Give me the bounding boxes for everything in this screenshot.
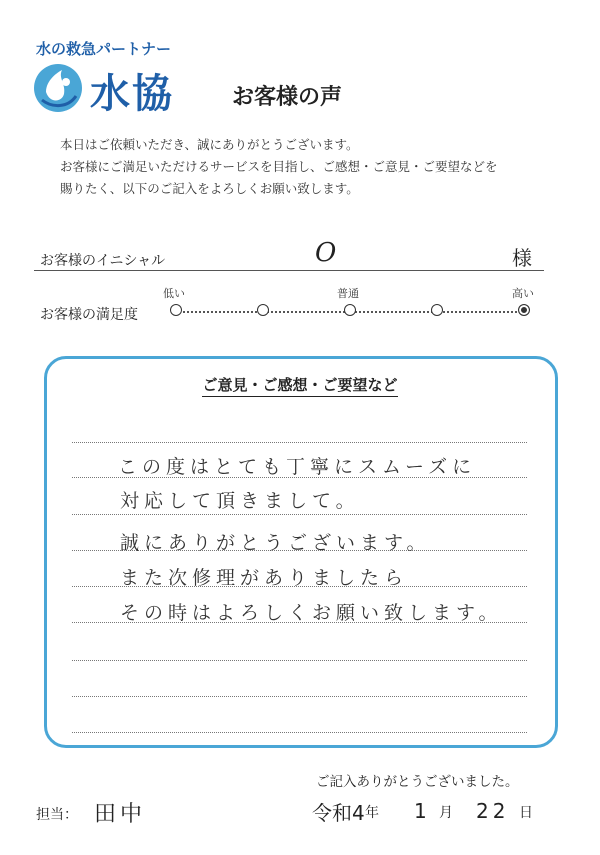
staff-label: 担当： xyxy=(36,807,78,823)
form-title: お客様の声 xyxy=(232,85,343,110)
comment-line: その時はよろしくお願い致します。 xyxy=(120,602,503,624)
satisfaction-option-2[interactable] xyxy=(257,304,269,316)
intro-line: 賜りたく、以下のご記入をよろしくお願い致します。 xyxy=(60,181,359,196)
date-year-unit: 年 xyxy=(365,805,379,821)
satisfaction-option-1[interactable] xyxy=(170,304,182,316)
date-month: 1 xyxy=(414,799,427,823)
customer-initial-label: お客様のイニシャル xyxy=(40,253,166,269)
brand-name: 水協 xyxy=(90,70,174,117)
customer-initial-value: O xyxy=(315,238,337,268)
date-day: 22 xyxy=(476,799,510,823)
staff-name: 田中 xyxy=(94,802,147,827)
writing-rule xyxy=(72,660,527,661)
comments-title-text: ご意見・ご感想・ご要望など xyxy=(202,376,397,397)
comment-line: この度はとても丁寧にスムーズに xyxy=(118,456,477,478)
satisfaction-option-3[interactable] xyxy=(344,304,356,316)
satisfaction-option-4[interactable] xyxy=(431,304,443,316)
satisfaction-label: お客様の満足度 xyxy=(40,307,138,323)
writing-rule xyxy=(72,514,527,515)
writing-rule xyxy=(72,442,527,443)
comment-line: 誠にありがとうございます。 xyxy=(120,532,431,554)
satisfaction-option-5[interactable] xyxy=(518,304,530,316)
scale-label-high: 高い xyxy=(512,287,534,300)
date-era: 令和4 xyxy=(312,801,365,825)
intro-line: 本日はご依頼いただき、誠にありがとうございます。 xyxy=(60,137,359,152)
writing-rule xyxy=(72,732,527,733)
comment-line: 対応して頂きまして。 xyxy=(120,490,360,512)
date-month-unit: 月 xyxy=(439,805,453,821)
water-drop-logo-icon xyxy=(32,62,84,114)
customer-honorific: 様 xyxy=(512,246,532,270)
comments-title xyxy=(0,374,600,395)
date-day-unit: 日 xyxy=(519,805,533,821)
intro-line: お客様にご満足いただけるサービスを目指し、ご感想・ご意見・ご要望などを xyxy=(60,159,498,174)
intro-text xyxy=(60,134,560,200)
scale-label-mid: 普通 xyxy=(337,287,359,300)
comment-line: また次修理がありましたら xyxy=(120,567,409,589)
writing-rule xyxy=(72,696,527,697)
tagline: 水の救急パートナー xyxy=(36,40,172,58)
thanks-text: ご記入ありがとうございました。 xyxy=(316,774,519,790)
scale-label-low: 低い xyxy=(163,287,185,300)
